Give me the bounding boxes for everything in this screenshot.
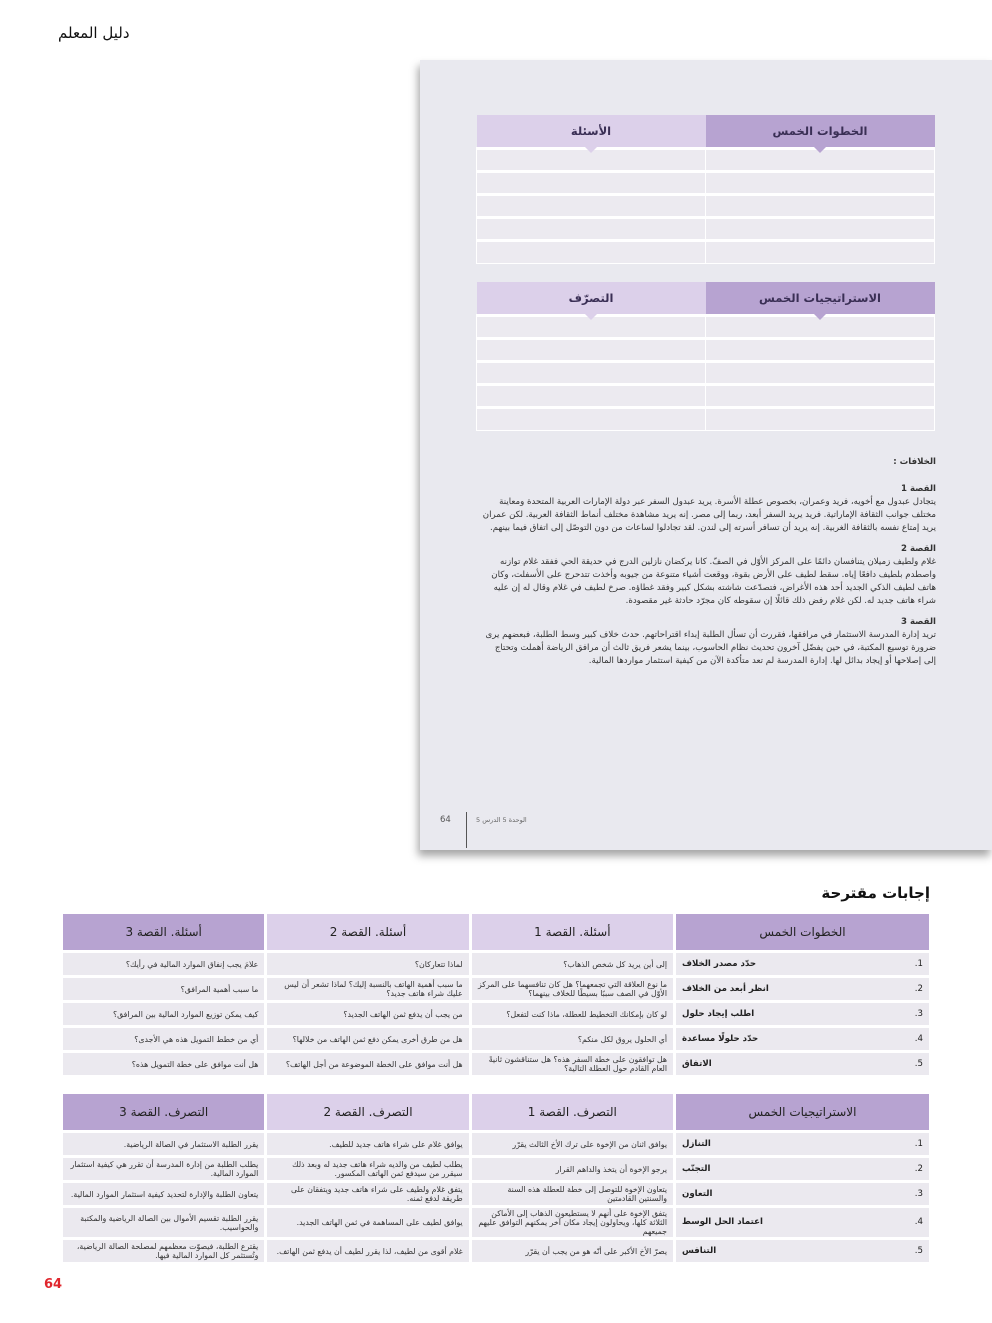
header-action: التصرّف (477, 282, 706, 315)
student-page-preview (420, 60, 992, 850)
header-questions: الأسئلة (477, 115, 706, 148)
answers-strategies-table (60, 1091, 932, 1265)
table-row (63, 1208, 929, 1237)
table-row (63, 1158, 929, 1180)
header-story3-action: التصرف. القصة 3 (63, 1094, 264, 1130)
story-title: القصة 1 (900, 484, 936, 494)
answers-steps-table (60, 911, 932, 1078)
answer-cell: هل من طرق أخرى يمكن دفع ثمن الهاتف من خلالها؟ (267, 1028, 468, 1050)
answer-cell: ما نوع العلاقة التي تجمعهما؟ هل كان تنافسهما على المركز الأوّل في الصف سببًا بسيطًا للخلاف بينهما؟ (472, 978, 673, 1000)
header-story2-questions: أسئلة. القصة 2 (267, 914, 468, 950)
table-row (477, 407, 935, 430)
header-five-strategies: الاستراتيجيات الخمس (706, 282, 935, 315)
table-row (477, 338, 935, 361)
story-text: تريد إدارة المدرسة الاستثمار في مرافقها، فقررت أن تسأل الطلبة إبداء اقتراحاتهم. حدث خلاف كبير وسط الطلبة، فبعضهم يرى ضرورة توسيع المكتبة، في حين يفضّل آخرون تحديث نظام الحاسوب، بينما يشعر فريق ثالث أن مرافق الرياضة أهملت وتحتاج إلى إصلاحها أو إيجاد بدائل لها. إدارة المدرسة لم تعد متأكدة الآن من كيفية استثمار مواردها المالية. (485, 630, 936, 666)
table-row (63, 1003, 929, 1025)
step-cell: 2. انظر أبعد من الخلاف (676, 978, 929, 1000)
empty-cell (706, 361, 935, 384)
table-row (477, 171, 935, 194)
answer-cell: يتعاون الإخوة للتوصل إلى خطة للعطلة هذه السنة والسنتين القادمتين (472, 1183, 673, 1205)
empty-cell (706, 217, 935, 240)
answer-cell: ما سبب أهمية الهاتف بالنسبة إليك؟ لماذا تشعر أن ليس عليك شراء هاتف جديد؟ (267, 978, 468, 1000)
empty-cell (706, 384, 935, 407)
answer-cell: يصرّ الأخ الأكبر على أنّه هو من يجب أن يقرّر (472, 1240, 673, 1262)
answer-cell: يرجو الإخوة أن يتخذ والداهم القرار (472, 1158, 673, 1180)
story-title: القصة 3 (900, 617, 936, 627)
table-row (63, 1028, 929, 1050)
answer-cell: أي من خطط التمويل هذه هي الأجدى؟ (63, 1028, 264, 1050)
header-story2-action: التصرف. القصة 2 (267, 1094, 468, 1130)
empty-cell (706, 338, 935, 361)
story-text: يتجادل عبدول مع أخويه، فريد وعمران، بخصوص عطلة الأسرة. يريد عبدول السفر عبر دولة الإمارات العربية المتحدة ومعاينة مختلف جوانب الثقافة الإماراتية. فريد يريد السفر أبعد، ربما إلى مصر. إنه يريد مشاهدة مختلف أنماط الثقافة العربية. لكن عمران يريد إمتاع نفسه بالثقافة الغربية. إنه يريد أن تسافر أسرته إلى لندن. لقد تجادلوا لساعات من دون التوصّل إلى اتفاق فيما بينهم. (482, 497, 936, 533)
step-cell: 5. الاتفاق (676, 1053, 929, 1075)
empty-cell (706, 194, 935, 217)
answer-cell: يقرر الطلبة تقسيم الأموال بين الصالة الرياضية والمكتبة والحواسيب. (63, 1208, 264, 1237)
suggested-answers-title: إجابات مقترحة (821, 884, 930, 902)
empty-cell (477, 171, 706, 194)
table-row (477, 148, 935, 171)
answer-cell: إلى أين يريد كل شخص الذهاب؟ (472, 953, 673, 975)
header-story3-questions: أسئلة. القصة 3 (63, 914, 264, 950)
story-title: القصة 2 (900, 544, 936, 554)
step-cell: 3. اطلب إيجاد حلول (676, 1003, 929, 1025)
answer-cell: غلام أقوى من لطيف، لذا يقرر لطيف أن يدفع ثمن الهاتف. (267, 1240, 468, 1262)
empty-cell (477, 217, 706, 240)
empty-cell (477, 338, 706, 361)
answer-cell: ما سبب أهمية المرافق؟ (63, 978, 264, 1000)
answer-cell: يتفق غلام ولطيف على شراء هاتف جديد ويتفقان على طريقة لدفع ثمنه. (267, 1183, 468, 1205)
table-row (477, 217, 935, 240)
strategy-cell: 5. التنافس (676, 1240, 929, 1262)
answer-cell: لو كان بإمكانك التخطيط للعطلة، ماذا كنت لتفعل؟ (472, 1003, 673, 1025)
guide-title: دليل المعلم (58, 24, 130, 42)
answer-cell: لماذا تتعاركان؟ (267, 953, 468, 975)
answer-cell: يطلب لطيف من والديه شراء هاتف جديد له وبعد ذلك سيقرر من سيدفع ثمن الهاتف المكسور. (267, 1158, 468, 1180)
empty-cell (706, 240, 935, 263)
strategy-cell: 4. اعتماد الحل الوسط (676, 1208, 929, 1237)
student-page-footer (420, 812, 992, 850)
differences-heading: الخلافات : (893, 457, 936, 467)
steps-questions-table (476, 115, 935, 264)
table-row (63, 1240, 929, 1262)
unit-lesson-label: الوحدة 5 الدرس 5 (476, 816, 527, 824)
table-row (477, 361, 935, 384)
table-row (477, 240, 935, 263)
header-story1-action: التصرف. القصة 1 (472, 1094, 673, 1130)
differences-section (480, 456, 936, 672)
story-text: غلام ولطيف زميلان يتنافسان دائمًا على المركز الأوّل في الصفّ. كانا يركضان نازلين الدرج في حديقة الحي ففقد غلام توازنه واصطدم بلطيف دافعًا إياه. سقط لطيف على الأرض بقوة، ووقعت أشياء متنوعة من جيوبه وأخذت تتدحرج على الأسفلت، وكان هاتف لطيف الذكي الجديد أحد هذه الأغراض، فتصدّعت شاشته بشكل كبير وفقد غطاؤه. صرخ لطيف في غلام وقال له إن عليه شراء هاتف جديد له. لكن غلام رفض ذلك قائلًا إن سقوطه كان مجرّد حادثة غير مقصودة. (491, 557, 936, 606)
empty-cell (477, 384, 706, 407)
strategies-actions-table (476, 282, 935, 431)
answer-cell: يقترع الطلبة، فيصوّت معظمهم لمصلحة الصالة الرياضية، وتُستثمر كل الموارد المالية فيها. (63, 1240, 264, 1262)
table-row (477, 194, 935, 217)
step-cell: 4. حدّد حلولًا مساعدة (676, 1028, 929, 1050)
header-five-steps: الخطوات الخمس (706, 115, 935, 148)
footer-divider (466, 812, 467, 848)
table-row (63, 978, 929, 1000)
student-page-number: 64 (440, 815, 451, 825)
empty-cell (706, 171, 935, 194)
strategy-cell: 2. التجنّب (676, 1158, 929, 1180)
answer-cell: هل أنت موافق على خطة التمويل هذه؟ (63, 1053, 264, 1075)
answer-cell: يتعاون الطلبة والإدارة لتحديد كيفية استثمار الموارد المالية. (63, 1183, 264, 1205)
table-row (63, 1133, 929, 1155)
step-cell: 1. حدّد مصدر الخلاف (676, 953, 929, 975)
table-row (63, 1183, 929, 1205)
empty-cell (477, 361, 706, 384)
answer-cell: يوافق غلام على شراء هاتف جديد للطيف. (267, 1133, 468, 1155)
answer-cell: كيف يمكن توزيع الموارد المالية بين المرافق؟ (63, 1003, 264, 1025)
header-story1-questions: أسئلة. القصة 1 (472, 914, 673, 950)
header-five-strategies: الاستراتيجيات الخمس (676, 1094, 929, 1130)
strategy-cell: 1. التنازل (676, 1133, 929, 1155)
empty-cell (477, 194, 706, 217)
page-number: 64 (44, 1277, 63, 1292)
answer-cell: هل توافقون على خطة السفر هذه؟ هل ستناقشون ثانيةً العام القادم حول العطلة التالية؟ (472, 1053, 673, 1075)
answer-cell: أي الحلول يروق لكل منكم؟ (472, 1028, 673, 1050)
answer-cell: من يجب أن يدفع ثمن الهاتف الجديد؟ (267, 1003, 468, 1025)
answer-cell: يتفق الإخوة على أنهم لا يستطيعون الذهاب إلى الأماكن الثلاثة كلها، ويحاولون إيجاد مكان آخر يمكنهم التوافق عليهم جميعهم (472, 1208, 673, 1237)
answer-cell: يوافق لطيف على المساهمة في ثمن الهاتف الجديد. (267, 1208, 468, 1237)
table-row (63, 1053, 929, 1075)
table-row (477, 384, 935, 407)
answer-cell: يطلب الطلبة من إدارة المدرسة أن تقرر هي كيفية استثمار الموارد المالية. (63, 1158, 264, 1180)
empty-cell (706, 407, 935, 430)
strategy-cell: 3. التعاون (676, 1183, 929, 1205)
answer-cell: يوافق اثنان من الإخوة على ترك الأخ الثالث يقرّر (472, 1133, 673, 1155)
answer-cell: علامَ يجب إنفاق الموارد المالية في رأيك؟ (63, 953, 264, 975)
empty-cell (477, 240, 706, 263)
empty-cell (477, 407, 706, 430)
answer-cell: هل أنت موافق على الخطة الموضوعة من أجل الهاتف؟ (267, 1053, 468, 1075)
table-row (63, 953, 929, 975)
table-row (477, 315, 935, 338)
header-five-steps: الخطوات الخمس (676, 914, 929, 950)
answer-cell: يقرر الطلبة الاستثمار في الصالة الرياضية. (63, 1133, 264, 1155)
